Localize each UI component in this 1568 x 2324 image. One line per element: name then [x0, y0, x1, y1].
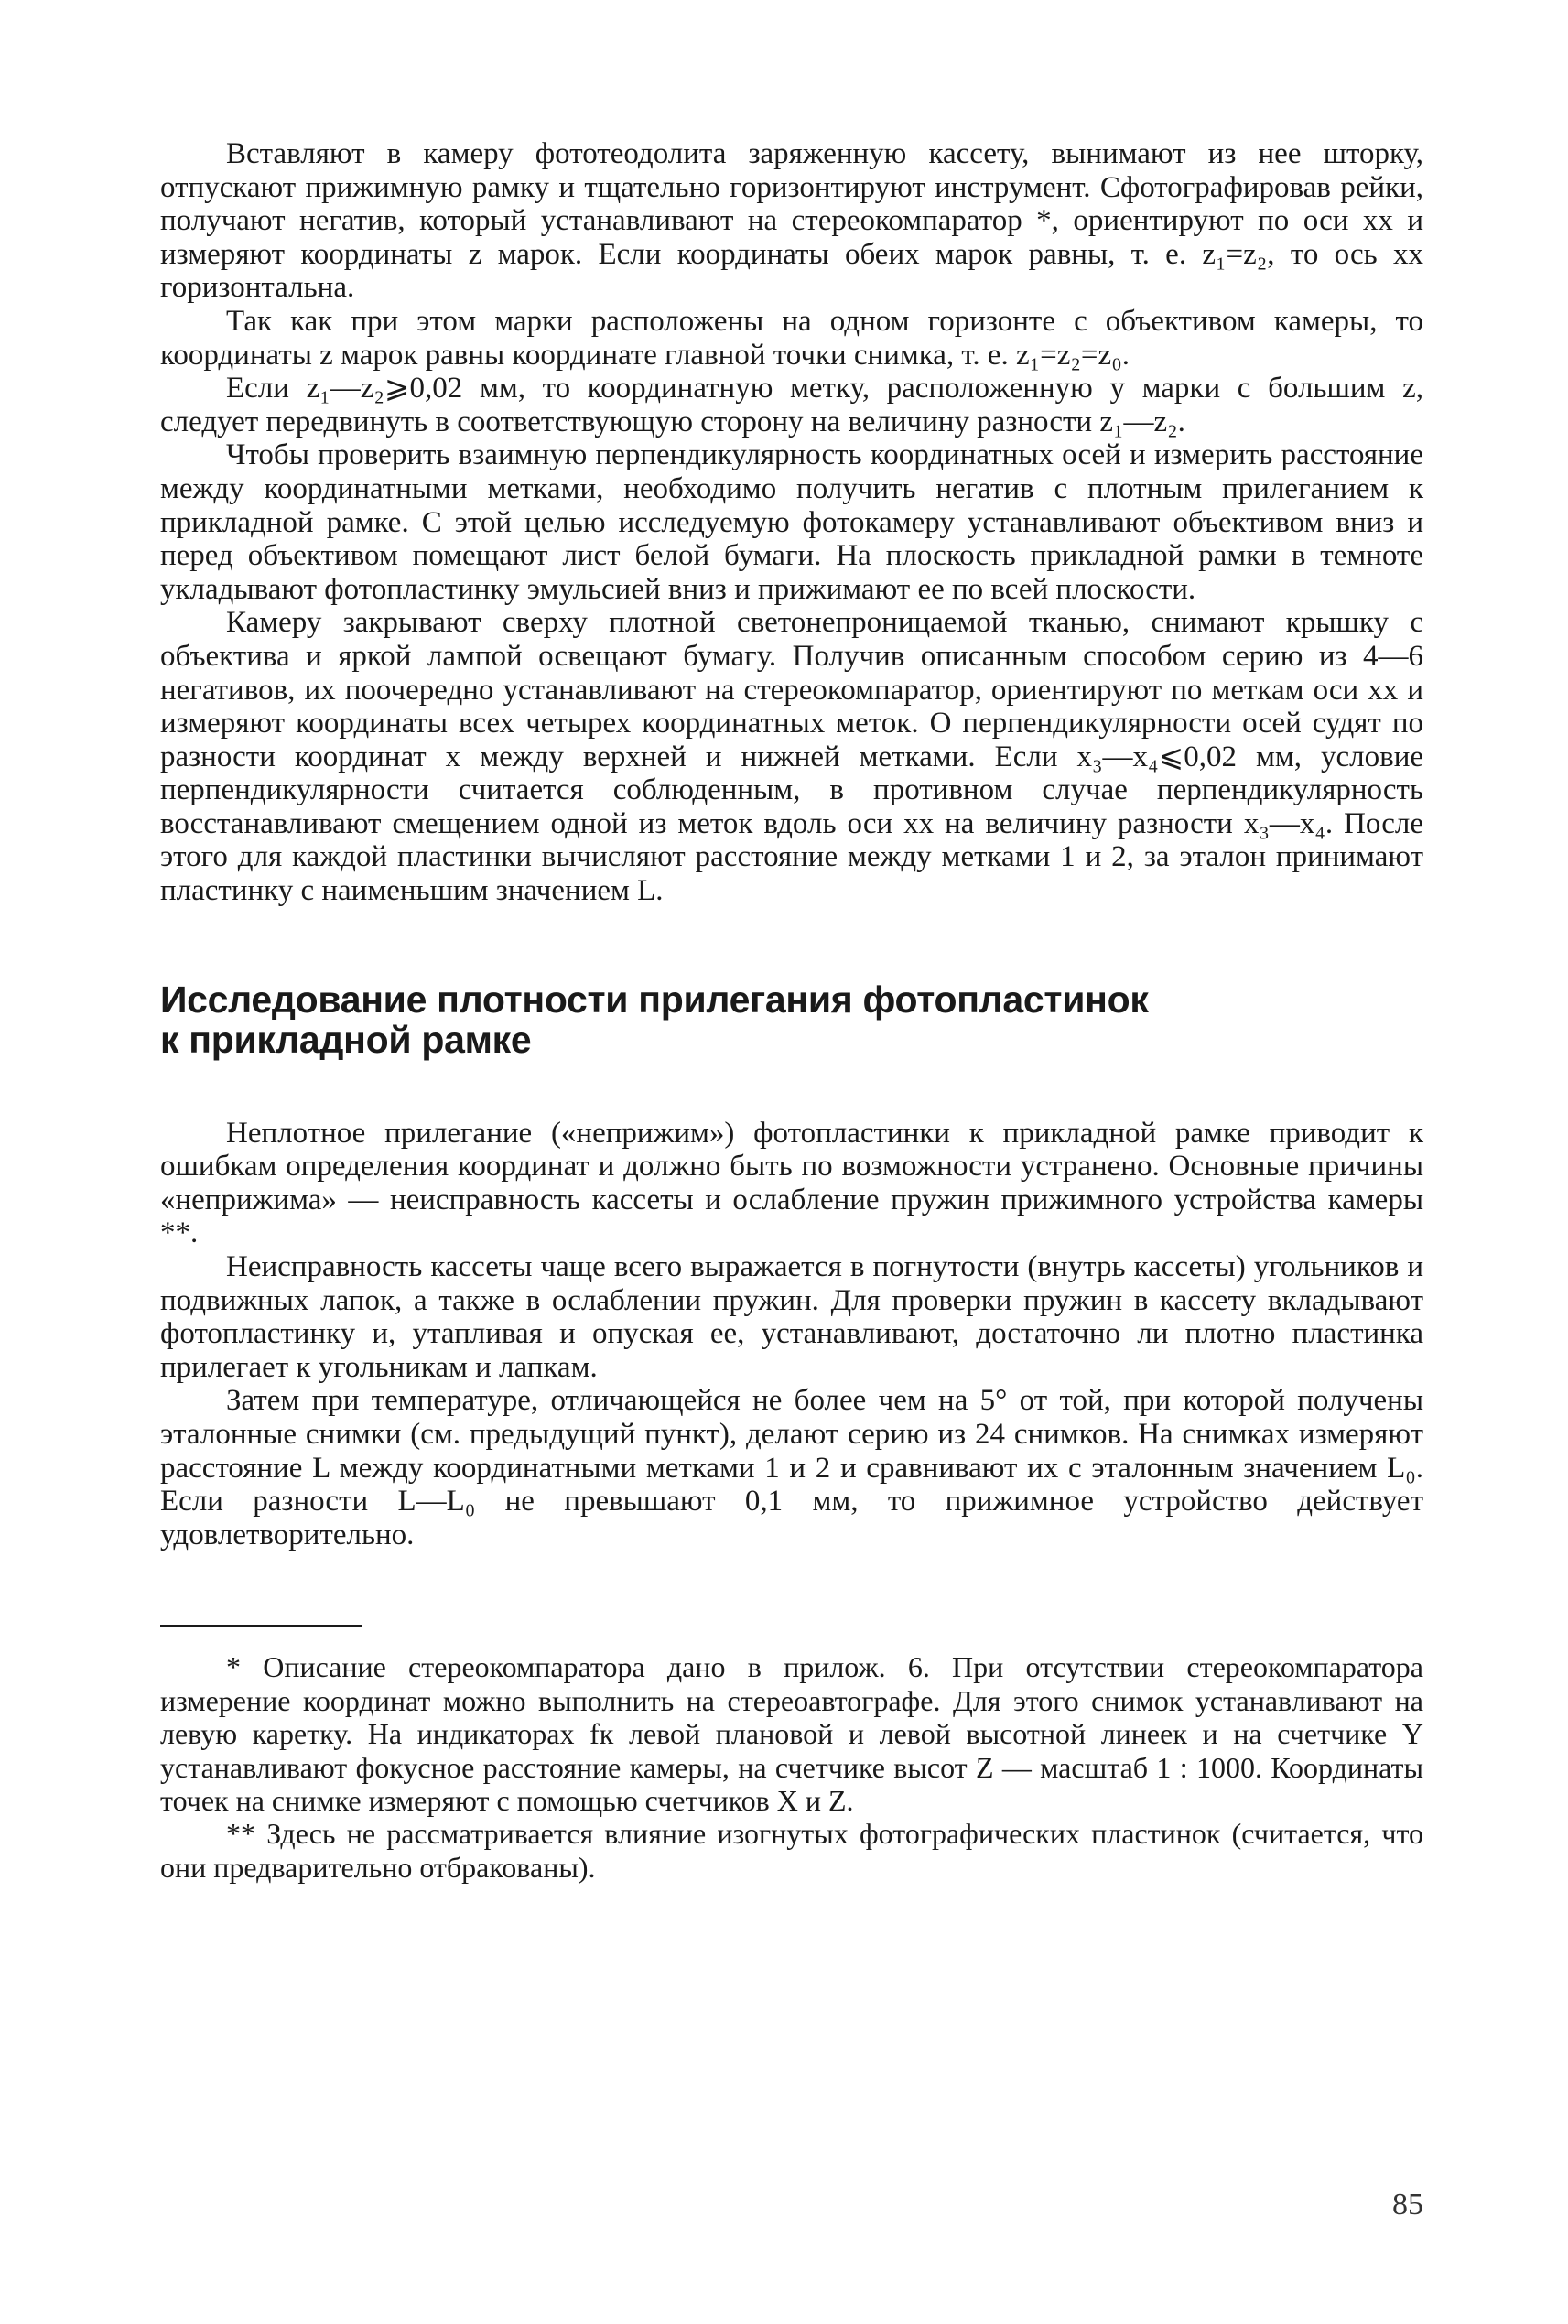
footnote-divider [160, 1625, 362, 1627]
footnote-curved-plates: ** Здесь не рассматривается влияние изогнутых фотографических пластинок (считается, что они предварительно отбракованы). [160, 1817, 1423, 1884]
footnote-stereocomparator: * Описание стереокомпаратора дано в прилож. 6. При отсутствии стереокомпаратора измерение координат можно выполнить на стереоавтографе. Для этого снимок устанавливают на левую каретку. На индикаторах fк левой плановой и левой высотной линеек и на счетчике Y устанавливают фокусное расстояние камеры, на счетчике высот Z — масштаб 1 : 1000. Координаты точек на снимке измеряют с помощью счетчиков X и Z. [160, 1650, 1423, 1817]
page-number: 85 [1392, 2188, 1423, 2221]
paragraph-cassette-fault: Неисправность кассеты чаще всего выражается в погнутости (внутрь кассеты) угольников и подвижных лапок, а также в ослаблении пружин. Для проверки пружин в кассету вкладывают фотопластинку и, утапливая и опуская ее, устанавливают, достаточно ли плотно пластинка прилегает к угольникам и лапкам. [160, 1250, 1423, 1384]
page-body [160, 137, 1423, 1884]
section-heading-line-1: Исследование плотности прилегания фотопластинок [160, 978, 1149, 1021]
paragraph-insert-cassette: Вставляют в камеру фототеодолита заряженную кассету, вынимают из нее шторку, отпускают прижимную рамку и тщательно горизонтируют инструмент. Сфотографировав рейки, получают негатив, который устанавливают на стереокомпаратор *, ориентируют по оси xx и измеряют координаты z марок. Если координаты обеих марок равны, т. е. z₁=z₂, то ось xx горизонтальна. [160, 137, 1423, 305]
paragraph-marks-horizon: Так как при этом марки расположены на одном горизонте с объективом камеры, то координаты z марок равны координате главной точки снимка, т. е. z₁=z₂=z₀. [160, 304, 1423, 372]
paragraph-camera-cover: Камеру закрывают сверху плотной светонепроницаемой тканью, снимают крышку с объектива и яркой лампой освещают бумагу. Получив описанным способом серию из 4—6 негативов, их поочередно устанавливают на стереокомпаратор, ориентируют по меткам оси xx и измеряют координаты всех четырех координатных меток. О перпендикулярности осей судят по разности координат x между верхней и нижней метками. Если x₃—x₄⩽0,02 мм, условие перпендикулярности считается соблюденным, в противном случае перпендикулярность восстанавливают смещением одной из меток вдоль оси xx на величину разности x₃—x₄. После этого для каждой пластинки вычисляют расстояние между метками 1 и 2, за эталон принимают пластинку с наименьшим значением L. [160, 606, 1423, 908]
paragraph-non-contact: Неплотное прилегание («неприжим») фотопластинки к прикладной рамке приводит к ошибкам определения координат и должно быть по возможности устранено. Основные причины «неприжима» — неисправность кассеты и ослабление пружин прижимного устройства камеры **. [160, 1116, 1423, 1250]
section-heading [160, 979, 1423, 1060]
paragraph-z-difference: Если z₁—z₂⩾0,02 мм, то координатную метку, расположенную у марки с большим z, следует передвинуть в соответствующую сторону на величину разности z₁—z₂. [160, 372, 1423, 438]
paragraph-perpendicularity: Чтобы проверить взаимную перпендикулярность координатных осей и измерить расстояние между координатными метками, необходимо получить негатив с плотным прилеганием к прикладной рамке. С этой целью исследуемую фотокамеру устанавливают объективом вниз и перед объективом помещают лист белой бумаги. На плоскость прикладной рамки в темноте укладывают фотопластинку эмульсией вниз и прижимают ее по всей плоскости. [160, 438, 1423, 606]
paragraph-temperature-series: Затем при температуре, отличающейся не более чем на 5° от той, при которой получены эталонные снимки (см. предыдущий пункт), делают серию из 24 снимков. На снимках измеряют расстояние L между координатными метками 1 и 2 и сравнивают их с эталонным значением L₀. Если разности L—L₀ не превышают 0,1 мм, то прижимное устройство действует удовлетворительно. [160, 1384, 1423, 1551]
section-heading-line-2: к прикладной рамке [160, 1018, 532, 1061]
